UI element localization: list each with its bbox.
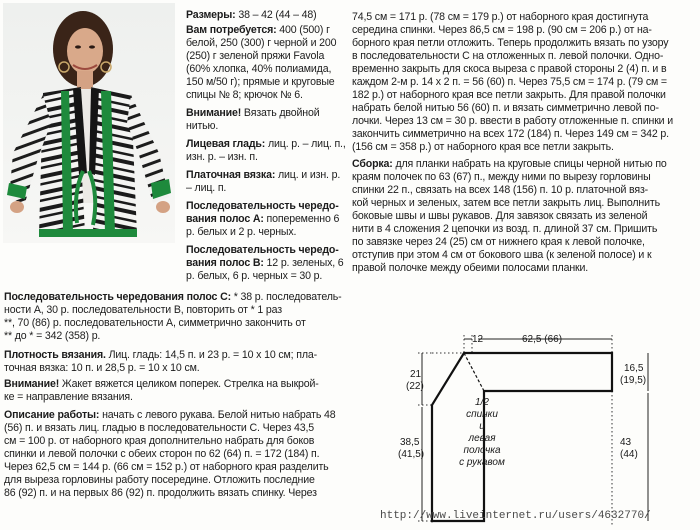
description-line-5: Через 62,5 см = 144 р. (66 см = 152 р.) от наборного края разделить [4, 461, 329, 473]
seqB-line-3: р. белых, 6 р. черных = 30 р. [186, 270, 323, 282]
piece-label-3: и [479, 421, 485, 432]
sizes-line: Размеры: 38 – 42 (44 – 48) [186, 9, 317, 21]
seqC-line-4: ** до * = 342 (358) р. [4, 330, 101, 342]
dim-neck-depth: 21 [410, 369, 422, 380]
garter-line-1: Платочная вязка: лиц. и изн. р. [186, 169, 341, 181]
piece-label-4: левая [468, 433, 496, 444]
dim-neck-depth-alt: (22) [406, 381, 424, 392]
attention2-line-1: Внимание! Жакет вяжется целиком поперек. Стрелка на выкрой- [4, 378, 319, 390]
seqC-line-3: **, 70 (86) р. последовательности А, симметрично закончить от [4, 317, 306, 329]
description-line-7: 86 (92) п. и на первых 86 (92) п. продолжить вязать спинку. Через [4, 487, 317, 499]
materials-line-1: Вам потребуется: 400 (500) г [186, 24, 330, 36]
description-line-4: спинки и левой полочки с обеих сторон по 62 (64) п. = 172 (184) п. [4, 448, 320, 460]
pattern-diagram [398, 325, 698, 525]
assembly-line-9: правой полочке между обеими полосами планки. [352, 262, 589, 274]
attention1-line-1: Внимание! Вязать двойной [186, 107, 320, 119]
materials-line-6: спицы № 8; крючок № 6. [186, 89, 303, 101]
right-line-3: борного края петли отложить. Теперь продолжить вязать по узору [352, 37, 669, 49]
materials-line-2: белой, 250 (300) г черной и 200 [186, 37, 337, 49]
dim-neck-width: 12 [472, 334, 484, 345]
seqA-line-2: вания полос А: попеременно 6 [186, 213, 340, 225]
right-line-11: (156 см = 358 р.) от наборного края все петли закрыть. [352, 141, 614, 153]
dim-sleeve-width-alt: (19,5) [620, 375, 647, 386]
description-line-6: для выреза горловины работу посередине. Отложить последние [4, 474, 315, 486]
dim-front-length-alt: (41,5) [398, 449, 425, 460]
right-line-2: середина спинки. Через 86,5 см = 198 р. (90 см = 206 р.) от на- [352, 24, 652, 36]
seqA-line-1: Последовательность чередо- [186, 200, 339, 212]
materials-line-3: (250) г зеленой пряжи Favola [186, 50, 325, 62]
dim-back-width: 62,5 (66) [522, 334, 563, 345]
right-line-6: каждом 2-м р. 14 x 2 п. = 56 (60) п. Через 75,5 см = 174 р. (79 см = [352, 76, 667, 88]
dim-sleeve-length: 43 [620, 437, 632, 448]
assembly-line-6: нити в 4 сложения 2 цепочки из возд. п. длиной 37 см. Пришить [352, 223, 658, 235]
seqA-line-3: р. белых и 2 р. черных. [186, 226, 297, 238]
materials-line-5: 150 м/50 г); прямые и круговые [186, 76, 335, 88]
assembly-line-3: спинки 22 п., связать на всех 148 (156) п. 10 р. платочной вяз- [352, 184, 649, 196]
dim-front-length: 38,5 [400, 437, 420, 448]
attention2-line-2: ке = направление вязания. [4, 391, 133, 403]
right-line-8: набрать белой нитью 56 (60) п. и вязать симметрично левой по- [352, 102, 659, 114]
piece-label-1: 1/2 [475, 397, 489, 408]
assembly-line-2: краям полочек по 63 (67) п., между ними по вырезу горловины [352, 171, 651, 183]
description-line-1: Описание работы: начать с левого рукава. Белой нитью набрать 48 [4, 409, 336, 421]
right-line-9: лочки. Через 13 см = 30 р. ввести в работу отложенные п. спинки и [352, 115, 674, 127]
assembly-line-4: кой черных и зеленых, затем все петли закрыть лиц. Выполнить [352, 197, 660, 209]
description-line-2: (56) п. и вязать лиц. гладью в последовательности С. Через 43,5 [4, 422, 315, 434]
stockinette-line-2: изн. р. – изн. п. [186, 151, 258, 163]
right-line-7: 182 р.) от наборного края все петли закрыть. Для правой полочки [352, 89, 666, 101]
seqC-line-2: ности А, 30 р. последовательности В, повторить от * 1 раз [4, 304, 282, 316]
seqB-line-2: вания полос В: 12 р. зеленых, 6 [186, 257, 344, 269]
model-photo [3, 3, 175, 243]
seqB-line-1: Последовательность чередо- [186, 244, 339, 256]
piece-label-2: спинки [466, 409, 498, 420]
seqC-line-1: Последовательность чередования полос С: * 38 р. последователь- [4, 291, 342, 303]
right-line-4: в последовательности С на отложенных п. левой полочки. Одно- [352, 50, 664, 62]
piece-label-6: с рукавом [459, 457, 505, 468]
garter-line-2: – лиц. п. [186, 182, 227, 194]
assembly-line-8: отступив при этом 4 см от бокового шва (к зеленой полосе) и к [352, 249, 652, 261]
assembly-line-5: боковые швы и швы рукавов. Для завязок связать из зеленой [352, 210, 648, 222]
right-line-10: закончить симметрично на всех 172 (184) п. Через 149 см = 342 р. [352, 128, 669, 140]
density-line-2: точная вязка: 10 п. и 28,5 р. = 10 x 10 см. [4, 362, 200, 374]
piece-label-5: полочка [463, 445, 501, 456]
materials-line-4: (60% хлопка, 40% полиамида, [186, 63, 332, 75]
dim-sleeve-length-alt: (44) [620, 449, 638, 460]
right-line-1: 74,5 см = 171 р. (78 см = 179 р.) от наборного края достигнута [352, 11, 649, 23]
description-line-3: см = 100 р. от наборного края дополнительно набрать для боков [4, 435, 315, 447]
attention1-line-2: нитью. [186, 120, 219, 132]
density-line-1: Плотность вязания. Лиц. гладь: 14,5 п. и 23 р. = 10 x 10 см; пла- [4, 349, 317, 361]
watermark-url: http://www.liveinternet.ru/users/4632770/ [380, 510, 651, 522]
stockinette-line-1: Лицевая гладь: лиц. р. – лиц. п., [186, 138, 346, 150]
assembly-line-1: Сборка: для планки набрать на круговые спицы черной нитью по [352, 158, 667, 170]
dim-sleeve-width: 16,5 [624, 363, 644, 374]
assembly-line-7: по завязке через 24 (25) см от нижнего края к левой полочке, [352, 236, 645, 248]
right-line-5: временно закрыть для скоса выреза с правой стороны 2 (4) п. и в [352, 63, 667, 75]
